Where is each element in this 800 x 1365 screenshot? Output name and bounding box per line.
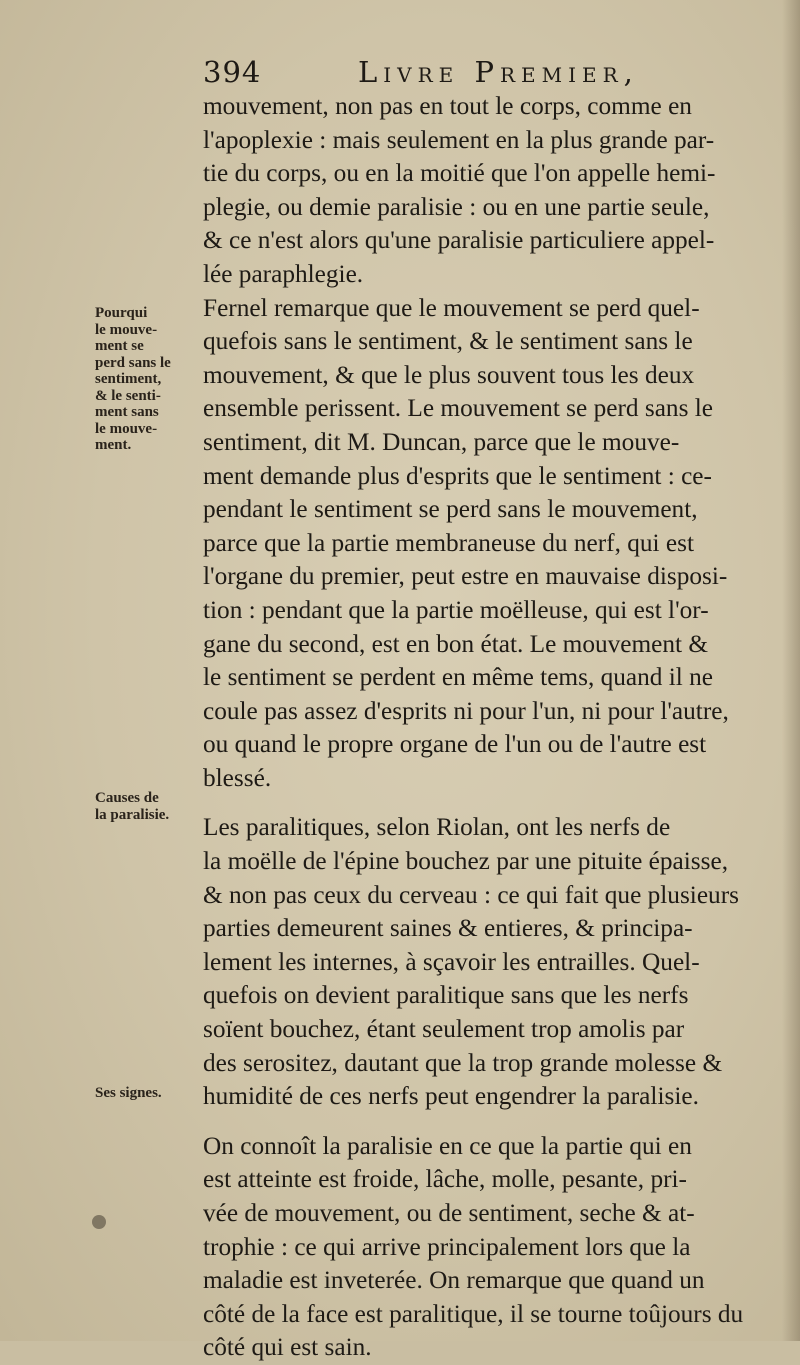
text-line: l'apoplexie : mais seulement en la plus grande par- [203,125,715,154]
margin-note-line: Causes de [95,790,159,806]
margin-note-line: la paralisie. [95,806,170,823]
text-line: blessé. [203,763,272,792]
margin-note-line: ment. [95,437,132,453]
text-line: parce que la partie membraneuse du nerf, qui est [203,528,694,557]
margin-note-line: sentiment, [95,371,162,387]
text-line: trophie : ce qui arrive principalement lors que la [203,1232,691,1261]
text-line: ou quand le propre organe de l'un ou de l'autre est [203,730,707,759]
margin-note-line: le mouve- [95,420,158,437]
text-line: parties demeurent saines & entieres, & principa- [203,914,693,943]
text-line: Les paralitiques, selon Riolan, ont les nerfs de [203,813,671,842]
text-line: sentiment, dit M. Duncan, parce que le mouve- [203,427,680,456]
margin-note-line: & le senti- [95,387,161,404]
text-line: maladie est inveterée. On remarque que quand un [203,1266,705,1295]
paragraph-gap [203,1114,778,1130]
text-line: Fernel remarque que le mouvement se perd quel- [203,293,700,322]
text-line: On connoît la paralisie en ce que la partie qui en [203,1131,692,1160]
text-line: tie du corps, ou en la moitié que l'on appelle hemi- [203,159,716,188]
margin-note-line: Ses signes. [95,1085,162,1101]
margin-note-signs [95,1085,205,1102]
text-line: quefois sans le sentiment, & le sentiment sans le [203,327,693,356]
page-edge-shadow [782,0,800,1341]
page-number: 394 [203,55,262,89]
paragraph [203,811,778,1113]
text-line: lement les internes, à sçavoir les entrailles. Quel- [203,947,700,976]
paragraph [203,292,778,796]
text-line: mouvement, non pas en tout le corps, comme en [203,92,692,120]
text-line: pendant le sentiment se perd sans le mouvement, [203,495,698,524]
ink-smudge [92,1215,106,1229]
margin-note-line: perd sans le [95,354,171,371]
text-line: mouvement, & que le plus souvent tous les deux [203,360,695,389]
text-line: est atteinte est froide, lâche, molle, pesante, pri- [203,1165,687,1194]
body-text [203,90,778,1365]
text-line: tion : pendant que la partie moëlleuse, qui est l'or- [203,595,709,624]
margin-note-line: Pourqui [95,305,148,321]
text-line: gane du second, est en bon état. Le mouvement & [203,629,709,658]
text-line: ment demande plus d'esprits que le sentiment : ce- [203,461,712,490]
text-line: le sentiment se perdent en même tems, quand il ne [203,663,714,692]
margin-note-motion-sensation [95,305,205,454]
text-line: côté de la face est paralitique, il se tourne toûjours du [203,1299,744,1328]
text-line: humidité de ces nerfs peut engendrer la paralisie. [203,1082,699,1111]
text-line: & non pas ceux du cerveau : ce qui fait que plusieurs [203,880,739,909]
text-line: côté qui est sain. [203,1333,372,1362]
text-line: plegie, ou demie paralisie : ou en une partie seule, [203,192,710,221]
text-line: la moëlle de l'épine bouchez par une pituite épaisse, [203,847,729,876]
text-line: vée de mouvement, ou de sentiment, seche & at- [203,1199,695,1227]
paragraph [203,1130,778,1365]
paragraph [203,90,778,292]
text-line: coule pas assez d'esprits ni pour l'un, ni pour l'autre, [203,696,729,725]
margin-note-line: ment se [95,338,144,354]
running-title: Livre Premier, [358,55,639,89]
text-line: ensemble perissent. Le mouvement se perd sans le [203,394,714,423]
paragraph-gap [203,795,778,811]
text-line: lée paraphlegie. [203,259,364,288]
margin-note-causes [95,790,205,823]
margin-note-line: ment sans [95,404,159,420]
text-line: des serositez, dautant que la trop grande molesse & [203,1048,723,1077]
margin-note-line: le mouve- [95,321,158,338]
text-line: l'organe du premier, peut estre en mauvaise disposi- [203,562,728,591]
text-line: & ce n'est alors qu'une paralisie particuliere appel- [203,226,715,255]
running-header [203,55,693,95]
text-line: soïent bouchez, étant seulement trop amolis par [203,1015,685,1044]
text-line: quefois on devient paralitique sans que les nerfs [203,981,689,1010]
